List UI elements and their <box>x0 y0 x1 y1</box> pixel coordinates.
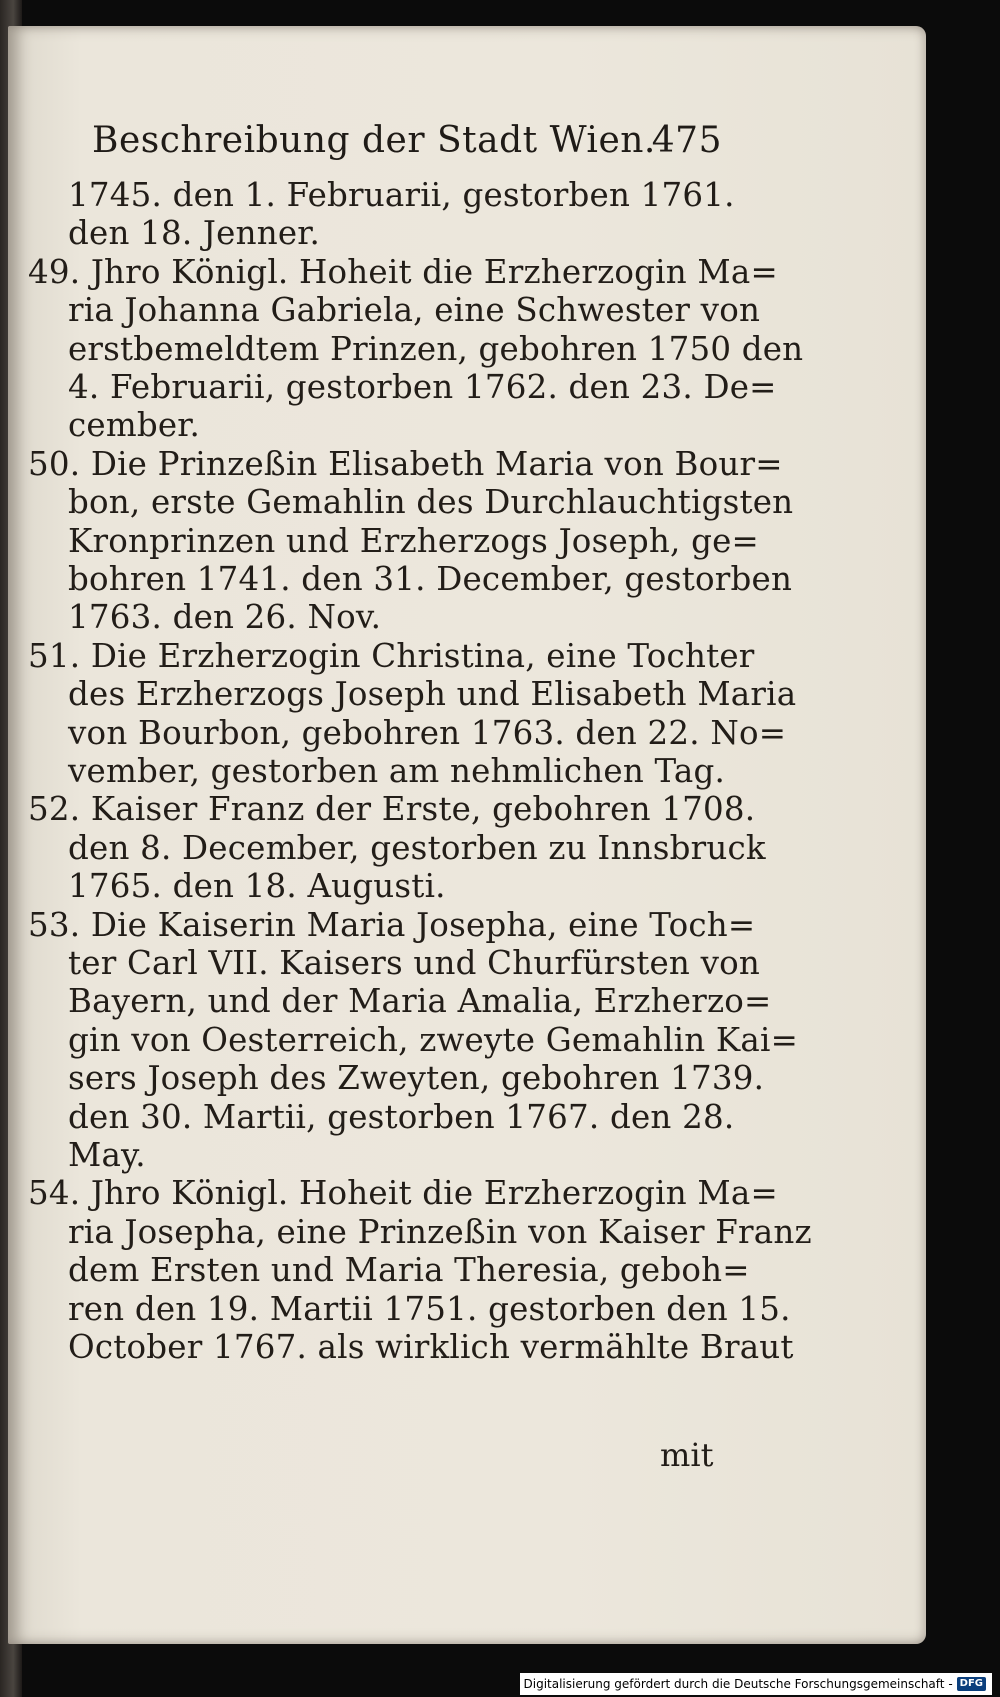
text-line: von Bourbon, gebohren 1763. den 22. No= <box>68 713 787 752</box>
text-line: den 18. Jenner. <box>68 214 320 253</box>
page-title: Beschreibung der Stadt Wien. <box>92 120 656 161</box>
text-line: dem Ersten und Maria Theresia, geboh= <box>68 1251 750 1290</box>
text-line: gin von Oesterreich, zweyte Gemahlin Kai= <box>68 1020 799 1059</box>
text-line: ter Carl VII. Kaisers und Churfürsten von <box>68 944 761 982</box>
digitization-footer <box>520 1673 993 1695</box>
text-line: 50. Die Prinzeßin Elisabeth Maria von Bour= <box>28 444 783 483</box>
text-line: bohren 1741. den 31. December, gestorben <box>68 560 793 598</box>
text-line: den 8. December, gestorben zu Innsbruck <box>68 828 766 867</box>
text-line: 1765. den 18. Augusti. <box>68 867 446 906</box>
text-line: bon, erste Gemahlin des Durchlauchtigsten <box>68 483 794 522</box>
text-line: May. <box>68 1136 146 1174</box>
text-line: cember. <box>68 406 200 445</box>
text-line: Bayern, und der Maria Amalia, Erzherzo= <box>68 982 772 1021</box>
text-line: vember, gestorben am nehmlichen Tag. <box>68 752 725 790</box>
text-line: den 30. Martii, gestorben 1767. den 28. <box>68 1097 735 1136</box>
text-line: 4. Februarii, gestorben 1762. den 23. De= <box>68 368 777 406</box>
text-line: 54. Jhro Königl. Hoheit die Erzherzogin Ma= <box>28 1174 778 1213</box>
text-line: ren den 19. Martii 1751. gestorben den 15. <box>68 1289 791 1328</box>
text-line: 1763. den 26. Nov. <box>68 598 382 637</box>
text-line: ria Josepha, eine Prinzeßin von Kaiser Franz <box>68 1212 812 1251</box>
text-line: 52. Kaiser Franz der Erste, gebohren 1708. <box>28 790 756 829</box>
dfg-logo: DFG <box>957 1677 986 1691</box>
page-number: 475 <box>651 120 722 161</box>
text-line: October 1767. als wirklich vermählte Braut <box>68 1328 794 1366</box>
text-line: des Erzherzogs Joseph und Elisabeth Maria <box>68 675 797 714</box>
text-line: 53. Die Kaiserin Maria Josepha, eine Toch= <box>28 905 756 944</box>
running-header <box>92 120 732 166</box>
text-line: ria Johanna Gabriela, eine Schwester von <box>68 291 761 330</box>
text-line: Kronprinzen und Erzherzogs Joseph, ge= <box>68 521 759 560</box>
text-line: 51. Die Erzherzogin Christina, eine Tochter <box>28 636 755 675</box>
text-line: 49. Jhro Königl. Hoheit die Erzherzogin Ma= <box>28 252 778 291</box>
text-line: erstbemeldtem Prinzen, gebohren 1750 den <box>68 329 804 368</box>
catchword: mit <box>660 1436 714 1474</box>
text-line: 1745. den 1. Februarii, gestorben 1761. <box>68 176 735 214</box>
footer-text: Digitalisierung gefördert durch die Deutsche Forschungsgemeinschaft - <box>523 1677 953 1691</box>
text-line: sers Joseph des Zweyten, gebohren 1739. <box>68 1059 765 1098</box>
